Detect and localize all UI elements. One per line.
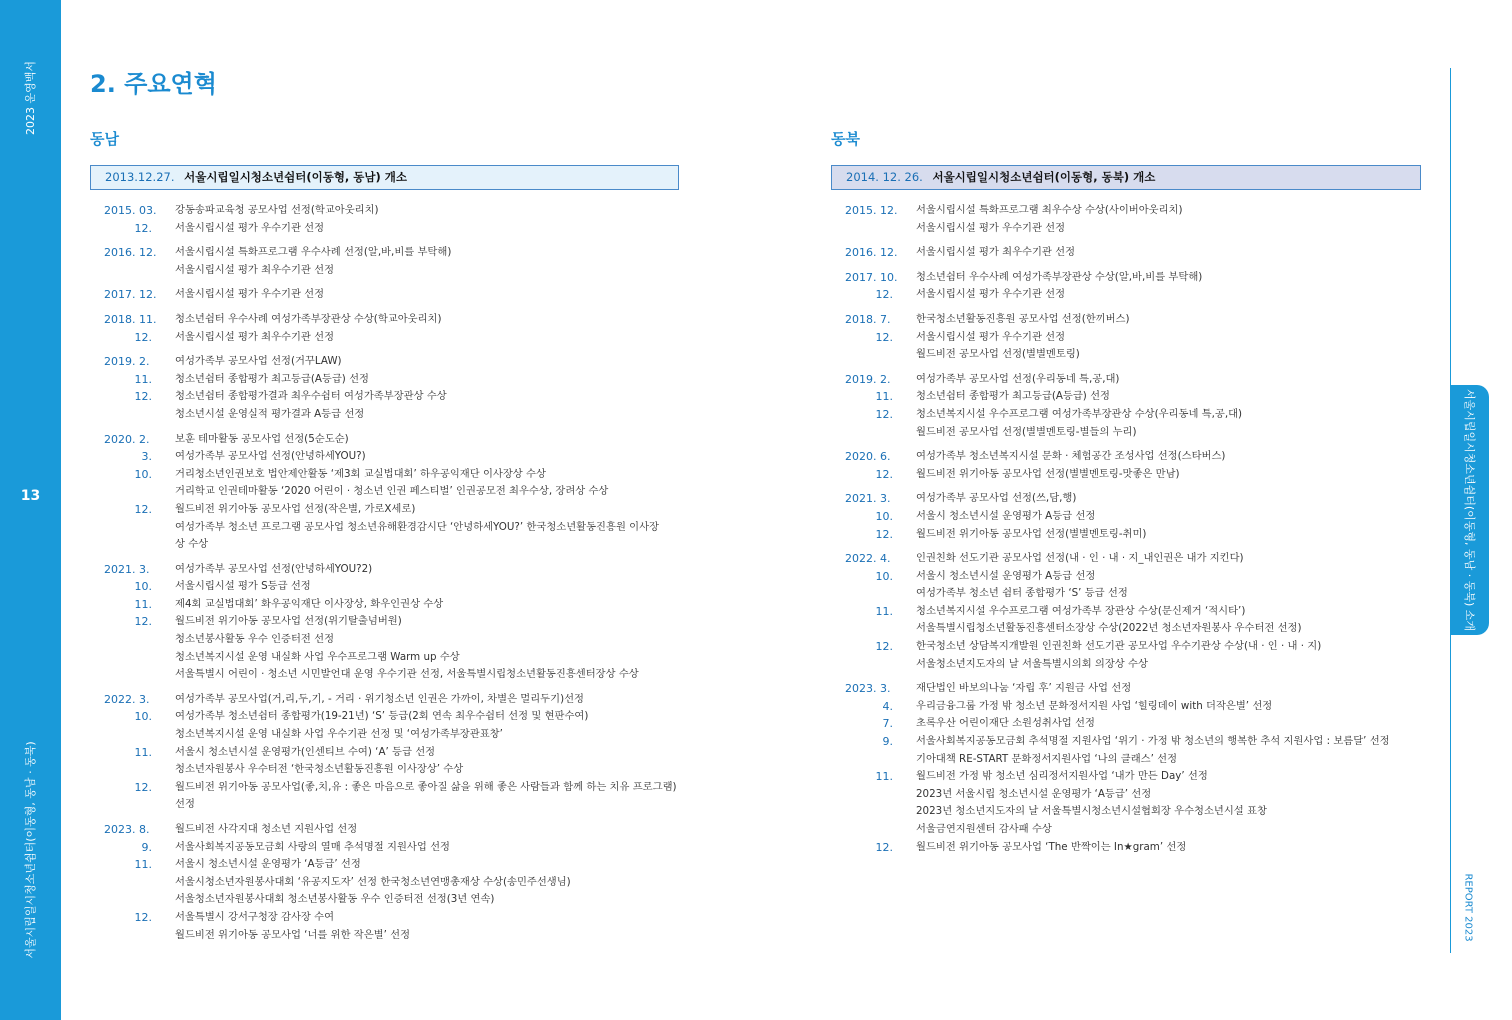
entry-date: 2015. 03.: [104, 204, 157, 217]
entry-description: [916, 244, 1431, 262]
entry-date: 2021. 3.: [104, 562, 150, 576]
entry-description: [175, 448, 690, 466]
entry-description: [175, 371, 690, 389]
timeline-entry: [90, 244, 690, 279]
entry-description: [175, 286, 690, 304]
timeline-entry: [831, 371, 1431, 389]
entry-line: 거리청소년인권보호 법안제안활동 ‘제3회 교실법대회’ 하우공익재단 이사장상 수상: [175, 467, 546, 480]
entry-date: 2022. 3.: [104, 692, 150, 706]
timeline-entry: [90, 596, 690, 614]
year-group: [831, 680, 1431, 856]
entry-line: 서울사회복지공동모금회 추석명절 지원사업 ‘위기 · 가정 밖 청소년의 행복한 추석 지원사업 : 보름달’ 선정: [916, 735, 1390, 748]
entry-description: [175, 220, 690, 238]
entry-line: 서울시립시설 평가 최우수기관 선정: [175, 330, 335, 343]
entry-date: 10.: [875, 569, 893, 583]
entry-description: [916, 733, 1431, 768]
entry-description: [916, 286, 1431, 304]
timeline-entry: [90, 779, 690, 814]
entry-line: 청소년봉사활동 우수 인증터전 선정: [175, 633, 335, 646]
timeline-entry: [831, 603, 1431, 638]
entry-description: [175, 613, 690, 683]
entry-line: 제4회 교실법대회’ 화우공익재단 이사장상, 화우인권상 수상: [175, 597, 444, 610]
entry-description: [175, 744, 690, 779]
entry-date: 12.: [134, 221, 152, 235]
timeline-list: [90, 202, 690, 944]
entry-description: [175, 708, 690, 743]
banner-date: 2014. 12. 26.: [846, 170, 923, 184]
entry-line: 여성가족부 청소년 쉼터 종합평가 ‘S’ 등급 선정: [916, 587, 1128, 600]
entry-line: 기아대책 RE-START 문화정서지원사업 ‘나의 클래스’ 선정: [916, 752, 1178, 765]
entry-description: [175, 561, 690, 579]
entry-date: 12.: [134, 780, 152, 794]
entry-description: [916, 550, 1431, 568]
year-group: [831, 269, 1431, 304]
timeline-entry: [90, 744, 690, 779]
section-title: 동남: [90, 130, 119, 148]
entry-line: 상 수상: [175, 538, 209, 551]
timeline-entry: [90, 466, 690, 501]
entry-line: 서울특별시 강서구청장 감사장 수여: [175, 910, 335, 923]
page-title: 2. 주요연혁: [90, 70, 217, 98]
entry-date: 2023. 8.: [104, 823, 150, 836]
timeline-entry: [90, 839, 690, 857]
entry-description: [916, 680, 1431, 698]
report-label: REPORT 2023: [1462, 873, 1474, 942]
entry-line: 우리금융그룹 가정 밖 청소년 문화정서지원 사업 ‘힐링데이 with 더작은별’ 선정: [916, 699, 1273, 712]
timeline-entry: [831, 550, 1431, 568]
sidebar-bottom-text: 서울시립일시청소년쉼터(이동형, 동남 · 동북): [24, 741, 37, 959]
entry-line: 여성가족부 청소년복지시설 문화 · 체험공간 조성사업 선정(스타버스): [916, 450, 1226, 463]
chapter-tab-label: 서울시립일시청소년쉼터(이동형, 동남 · 동북) 소개: [1463, 388, 1476, 632]
entry-line: 월드비전 공모사업 선정(별별멘토링-별들의 누리): [916, 425, 1137, 438]
timeline-list: [831, 202, 1431, 856]
entry-description: [175, 909, 690, 944]
entry-date: 12.: [875, 840, 893, 854]
banner-text: 서울시립일시청소년쉼터(이동형, 동남) 개소: [184, 170, 408, 184]
entry-line: 월드비전 공모사업 선정(별별멘토링): [916, 348, 1080, 361]
entry-line: 서울시립시설 평가 우수기관 선정: [175, 288, 325, 301]
timeline-entry: [90, 286, 690, 304]
entry-description: [916, 466, 1431, 484]
timeline-entry: [831, 715, 1431, 733]
entry-date: 10.: [134, 580, 152, 594]
timeline-entry: [831, 839, 1431, 857]
entry-line: 초록우산 어린이재단 소원성취사업 선정: [916, 717, 1095, 730]
entry-line: 월드비전 위기아동 공모사업(좋,치,유 : 좋은 마음으로 좋아질 삶을 위해 좋은 사람들과 함께 하는 치유 프로그램): [175, 780, 677, 793]
entry-description: [175, 202, 690, 220]
entry-date: 2018. 7.: [845, 312, 891, 326]
entry-date: 12.: [134, 910, 152, 924]
timeline-entry: [90, 501, 690, 554]
timeline-entry: [831, 466, 1431, 484]
timeline-entry: [90, 431, 690, 449]
entry-line: 여성가족부 공모사업 선정(안녕하세YOU?2): [175, 562, 373, 575]
entry-line: 청소년쉼터 우수사례 여성가족부장관상 수상(학교아웃리치): [175, 312, 442, 325]
entry-line: 재단법인 바보의나눔 ‘자립 후’ 지원금 사업 선정: [916, 682, 1132, 695]
sidebar-top-text: 2023 운영백서: [24, 61, 37, 135]
entry-line: 여성가족부 공모사업 선정(안녕하세YOU?): [175, 450, 366, 463]
entry-line: 청소년복지시설 우수프로그램 여성가족부장관상 수상(우리동네 특,공,대): [916, 407, 1243, 420]
entry-line: 서울시립시설 평가 최우수기관 선정: [916, 246, 1076, 259]
entry-date: 2021. 3.: [845, 492, 891, 506]
year-group: [90, 821, 690, 944]
entry-description: [175, 466, 690, 501]
timeline-entry: [831, 202, 1431, 237]
entry-line: 서울특별시립청소년활동진흥센터소장상 수상(2022년 청소년자원봉사 우수터전 선정): [916, 622, 1302, 635]
timeline-entry: [831, 490, 1431, 508]
entry-description: [916, 768, 1431, 838]
entry-date: 2020. 6.: [845, 450, 891, 464]
section-title: 동북: [831, 130, 860, 148]
entry-line: 여성가족부 공모사업 선정(우리동네 특,공,대): [916, 372, 1120, 385]
entry-line: 서울시립시설 특화프로그램 우수사례 선정(알,바,비를 부탁해): [175, 246, 452, 259]
timeline-entry: [831, 680, 1431, 698]
entry-line: 월드비전 위기아동 공모사업 ‘너를 위한 작은별’ 선정: [175, 928, 411, 941]
entry-line: 인권친화 선도기관 공모사업 선정(내 · 인 · 내 · 지_내인권은 내가 지킨다): [916, 552, 1244, 565]
timeline-entry: [90, 708, 690, 743]
entry-description: [916, 329, 1431, 364]
entry-description: [916, 490, 1431, 508]
entry-line: 서울시 청소년시설 운영평가 ‘A등급’ 선정: [175, 858, 361, 871]
timeline-entry: [90, 613, 690, 683]
entry-date: 11.: [875, 390, 893, 404]
timeline-entry: [90, 202, 690, 220]
entry-description: [175, 578, 690, 596]
timeline-entry: [90, 909, 690, 944]
entry-line: 서울시립시설 평가 우수기관 선정: [916, 221, 1066, 234]
entry-line: 서울금연지원센터 감사패 수상: [916, 823, 1052, 835]
entry-date: 2015. 12.: [845, 204, 898, 217]
entry-line: 청소년자원봉사 우수터전 ‘한국청소년활동진흥원 이사장상’ 수상: [175, 763, 464, 776]
timeline-entry: [90, 371, 690, 389]
entry-line: 청소년복지시설 운영 내실화 사업 우수기관 선정 및 ‘여성가족부장관표창’: [175, 728, 503, 741]
entry-line: 월드비전 위기아동 공모사업 선정(위기탈출넘버원): [175, 615, 402, 628]
year-group: [90, 311, 690, 346]
entry-date: 12.: [875, 640, 893, 654]
timeline-entry: [90, 856, 690, 909]
entry-description: [175, 388, 690, 423]
banner-text: 서울시립일시청소년쉼터(이동형, 동북) 개소: [932, 170, 1156, 184]
entry-line: 월드비전 가정 밖 청소년 심리정서지원사업 ‘내가 만든 Day’ 선정: [916, 770, 1208, 783]
timeline-entry: [831, 269, 1431, 287]
entry-description: [916, 371, 1431, 389]
entry-description: [175, 856, 690, 909]
entry-date: 2017. 10.: [845, 270, 898, 284]
entry-line: 서울특별시 어린이 · 청소년 시민발언대 운영 우수기관 선정, 서울특별시립청소년활동진흥센터장상 수상: [175, 668, 639, 681]
year-group: [90, 244, 690, 279]
entry-date: 2019. 2.: [845, 372, 891, 386]
timeline-entry: [90, 691, 690, 709]
year-group: [90, 353, 690, 423]
banner-date: 2013.12.27.: [105, 170, 175, 184]
entry-line: 서울시 청소년시설 운영평가 A등급 선정: [916, 509, 1096, 522]
timeline-entry: [90, 220, 690, 238]
year-group: [831, 448, 1431, 483]
entry-line: 서울시 청소년시설 운영평가 A등급 선정: [916, 569, 1096, 582]
entry-date: 11.: [134, 597, 152, 611]
entry-date: 2022. 4.: [845, 552, 891, 566]
timeline-entry: [831, 448, 1431, 466]
year-group: [831, 202, 1431, 237]
entry-date: 12.: [134, 502, 152, 516]
chapter-tab: [1451, 385, 1489, 635]
entry-line: 서울사회복지공동모금회 사랑의 열매 추석명절 지원사업 선정: [175, 840, 450, 853]
entry-line: 2023년 서울시립 청소년시설 운영평가 ‘A등급’ 선정: [916, 787, 1152, 800]
entry-description: [175, 821, 690, 839]
entry-description: [916, 839, 1431, 857]
entry-line: 서울시립시설 평가 우수기관 선정: [916, 288, 1066, 301]
timeline-entry: [831, 244, 1431, 262]
entry-description: [175, 329, 690, 347]
entry-description: [916, 269, 1431, 287]
entry-date: 11.: [875, 770, 893, 784]
year-group: [90, 202, 690, 237]
entry-date: 11.: [875, 604, 893, 618]
entry-date: 12.: [134, 390, 152, 404]
entry-date: 2019. 2.: [104, 355, 150, 369]
timeline-entry: [831, 406, 1431, 441]
entry-line: 서울시 청소년시설 운영평가(인센티브 수여) ‘A’ 등급 선정: [175, 745, 436, 758]
entry-line: 서울시립시설 평가 우수기관 선정: [175, 221, 325, 234]
entry-date: 10.: [134, 467, 152, 481]
timeline-entry: [90, 448, 690, 466]
timeline-entry: [831, 733, 1431, 768]
entry-description: [916, 388, 1431, 406]
year-group: [831, 550, 1431, 673]
entry-description: [916, 603, 1431, 638]
entry-date: 2016. 12.: [104, 246, 157, 260]
timeline-entry: [90, 578, 690, 596]
entry-description: [175, 244, 690, 279]
entry-line: 여성가족부 청소년쉼터 종합평가(19-21년) ‘S’ 등급(2회 연속 최우수쉼터 선정 및 현판수여): [175, 710, 589, 723]
entry-line: 청소년쉼터 종합평가 최고등급(A등급) 선정: [175, 372, 369, 385]
entry-line: 청소년쉼터 종합평가결과 최우수쉼터 여성가족부장관상 수상: [175, 390, 447, 403]
entry-description: [916, 698, 1431, 716]
entry-line: 청소년시설 운영실적 평가결과 A등급 선정: [175, 407, 365, 420]
year-group: [90, 691, 690, 814]
timeline-entry: [90, 561, 690, 579]
entry-date: 11.: [134, 858, 152, 872]
year-group: [831, 244, 1431, 262]
entry-description: [175, 501, 690, 554]
entry-description: [916, 406, 1431, 441]
entry-description: [916, 638, 1431, 673]
entry-line: 청소년쉼터 우수사례 여성가족부장관상 수상(알,바,비를 부탁해): [916, 270, 1203, 283]
entry-date: 2018. 11.: [104, 312, 157, 326]
entry-date: 7.: [882, 717, 893, 731]
page-number: 13: [20, 488, 41, 504]
entry-line: 청소년복지시설 운영 내실화 사업 우수프로그램 Warm up 수상: [175, 650, 460, 663]
entry-date: 12.: [875, 288, 893, 302]
timeline-entry: [90, 353, 690, 371]
year-group: [90, 286, 690, 304]
entry-description: [175, 431, 690, 449]
year-group: [831, 490, 1431, 543]
entry-description: [175, 779, 690, 814]
entry-description: [175, 839, 690, 857]
timeline-entry: [90, 311, 690, 329]
timeline-entry: [831, 388, 1431, 406]
entry-line: 월드비전 위기아동 공모사업 ‘The 반짝이는 In★gram’ 선정: [916, 840, 1187, 853]
timeline-entry: [831, 286, 1431, 304]
entry-description: [916, 311, 1431, 329]
year-group: [90, 431, 690, 554]
entry-description: [916, 568, 1431, 603]
entry-line: 서울청소년지도자의 날 서울특별시의회 의장상 수상: [916, 657, 1148, 670]
entry-date: 3.: [141, 450, 152, 464]
left-sidebar: [0, 0, 61, 1020]
entry-line: 여성가족부 공모사업 선정(거꾸LAW): [175, 355, 342, 368]
entry-date: 9.: [141, 840, 152, 854]
entry-date: 2020. 2.: [104, 432, 150, 446]
timeline-entry: [831, 508, 1431, 526]
entry-line: 서울청소년자원봉사대회 청소년봉사활동 우수 인증터전 선정(3년 연속): [175, 893, 495, 906]
entry-date: 12.: [875, 527, 893, 541]
entry-line: 서울시립시설 평가 S등급 선정: [175, 580, 311, 593]
entry-line: 청소년복지시설 우수프로그램 여성가족부 장관상 수상(문신제거 ‘적시타’): [916, 604, 1246, 617]
entry-date: 12.: [875, 467, 893, 481]
entry-date: 4.: [882, 699, 893, 713]
entry-date: 10.: [875, 509, 893, 523]
entry-line: 보훈 테마활동 공모사업 선정(5순도순): [175, 432, 349, 445]
entry-line: 서울시립시설 평가 최우수기관 선정: [175, 263, 335, 276]
entry-line: 서울시청소년자원봉사대회 ‘유공지도자’ 선정 한국청소년연맹총재상 수상(송민주선생님): [175, 875, 571, 888]
entry-line: 여성가족부 공모사업(거,리,두,기, - 거리 · 위기청소년 인권은 가까이, 차별은 멀리두기)선정: [175, 692, 584, 705]
entry-description: [916, 508, 1431, 526]
entry-line: 월드비전 사각지대 청소년 지원사업 선정: [175, 823, 358, 835]
entry-date: 2017. 12.: [104, 288, 157, 302]
year-group: [831, 311, 1431, 364]
entry-date: 11.: [134, 372, 152, 386]
entry-line: 월드비전 위기아동 공모사업 선정(작은별, 가로X세로): [175, 502, 416, 515]
timeline-entry: [831, 638, 1431, 673]
timeline-entry: [831, 329, 1431, 364]
year-group: [90, 561, 690, 684]
entry-description: [916, 715, 1431, 733]
timeline-entry: [90, 329, 690, 347]
entry-line: 월드비전 위기아동 공모사업 선정(별별멘토링-맛좋은 만남): [916, 467, 1180, 480]
entry-description: [175, 691, 690, 709]
entry-description: [175, 311, 690, 329]
timeline-column-dongbuk: [831, 128, 1431, 863]
timeline-entry: [90, 821, 690, 839]
entry-line: 월드비전 위기아동 공모사업 선정(별별멘토링-취미): [916, 527, 1147, 540]
entry-date: 12.: [134, 615, 152, 629]
entry-line: 2023년 청소년지도자의 날 서울특별시청소년시설협회장 우수청소년시설 표창: [916, 805, 1267, 818]
timeline-entry: [90, 388, 690, 423]
timeline-entry: [831, 311, 1431, 329]
entry-date: 2023. 3.: [845, 682, 891, 696]
founding-banner: [831, 165, 1421, 190]
entry-description: [175, 596, 690, 614]
year-group: [831, 371, 1431, 441]
entry-line: 청소년쉼터 종합평가 최고등급(A등급) 선정: [916, 390, 1110, 403]
timeline-entry: [831, 698, 1431, 716]
entry-date: 12.: [134, 330, 152, 344]
entry-description: [175, 353, 690, 371]
entry-date: 2016. 12.: [845, 246, 898, 260]
entry-line: 거리학교 인권테마활동 ‘2020 어린이 · 청소년 인권 페스티벌’ 인권공모전 최우수상, 장려상 수상: [175, 485, 609, 498]
entry-date: 12.: [875, 407, 893, 421]
entry-line: 여성가족부 공모사업 선정(쓰,담,행): [916, 492, 1077, 505]
founding-banner: [90, 165, 679, 190]
entry-line: 서울시립시설 평가 우수기관 선정: [916, 330, 1066, 343]
timeline-column-dongnam: [90, 128, 690, 951]
entry-line: 서울시립시설 특화프로그램 최우수상 수상(사이버아웃리치): [916, 204, 1183, 216]
entry-line: 한국청소년활동진흥원 공모사업 선정(한끼버스): [916, 312, 1130, 325]
entry-description: [916, 526, 1431, 544]
entry-date: 9.: [882, 735, 893, 749]
timeline-entry: [831, 526, 1431, 544]
entry-line: 한국청소년 상담복지개발원 인권친화 선도기관 공모사업 우수기관상 수상(내 · 인 · 내 · 지): [916, 640, 1322, 653]
entry-date: 11.: [134, 745, 152, 759]
timeline-entry: [831, 768, 1431, 838]
entry-line: 선정: [175, 798, 195, 811]
timeline-entry: [831, 568, 1431, 603]
entry-date: 12.: [875, 330, 893, 344]
entry-description: [916, 202, 1431, 237]
entry-date: 10.: [134, 710, 152, 724]
entry-line: 강동송파교육청 공모사업 선정(학교아웃리치): [175, 204, 379, 216]
entry-line: 여성가족부 청소년 프로그램 공모사업 청소년유해환경감시단 ‘안녕하세YOU?’ 한국청소년활동진흥원 이사장: [175, 520, 660, 533]
entry-description: [916, 448, 1431, 466]
